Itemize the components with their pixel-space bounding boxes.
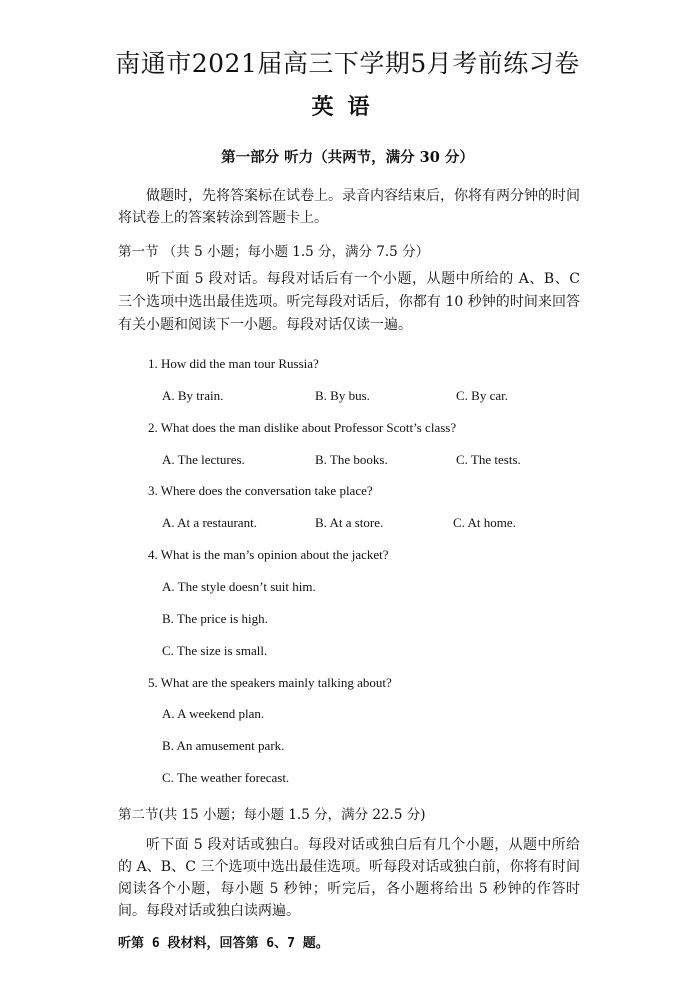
question-4-option-c: C. The size is small. [162,643,268,658]
section2-instruction: 听下面 5 段对话或独白。每段对话或独白后有几个小题，从题中所给的 A、B、C 三个选项中选出最佳选项。听每段对话或独白前，你将有时间阅读各个小题，每小题 5 秒钟；听完后，各小题将给出 5 秒钟的作答时间。每段对话或独白读两遍。 [118,837,580,919]
material-6-note: 听第 6 段材料，回答第 6、7 题。 [118,936,329,951]
question-4: 4. What is the man’s opinion about the jacket? [148,547,389,562]
question-3-option-a: A. At a restaurant. [162,515,257,530]
question-2-option-c: C. The tests. [456,452,521,467]
part1-intro: 做题时，先将答案标在试卷上。录音内容结束后，你将有两分钟的时间将试卷上的答案转涂到答题卡上。 [118,188,580,226]
question-4-option-b: B. The price is high. [162,611,268,626]
question-3: 3. Where does the conversation take place? [148,483,373,498]
section1-instruction: 听下面 5 段对话。每段对话后有一个小题，从题中所给的 A、B、C 三个选项中选出最佳选项。听完每段对话后，你都有 10 秒钟的时间来回答有关小题和阅读下一小题。每段对话仅读一遍。 [118,271,580,333]
question-5: 5. What are the speakers mainly talking about? [148,675,392,690]
question-1-option-b: B. By bus. [315,388,370,403]
question-2-option-b: B. The books. [315,452,388,467]
question-1: 1. How did the man tour Russia? [148,356,319,371]
question-2: 2. What does the man dislike about Professor Scott’s class? [148,420,457,435]
question-3-option-c: C. At home. [453,515,516,530]
question-3-option-b: B. At a store. [315,515,384,530]
question-5-option-b: B. An amusement park. [162,738,285,753]
subject-title: 英语 [311,94,384,120]
section2-heading: 第二节(共 15 小题；每小题 1.5 分，满分 22.5 分) [118,807,426,823]
part1-heading: 第一部分 听力（共两节，满分 30 分） [221,149,474,166]
question-1-option-c: C. By car. [456,388,508,403]
section1-heading: 第一节 （共 5 小题；每小题 1.5 分，满分 7.5 分） [118,244,430,260]
question-5-option-a: A. A weekend plan. [162,706,265,721]
question-2-option-a: A. The lectures. [162,452,245,467]
question-4-option-a: A. The style doesn’t suit him. [162,579,316,594]
question-1-option-a: A. By train. [162,388,224,403]
question-5-option-c: C. The weather forecast. [162,770,290,785]
exam-title: 南通市2021届高三下学期5月考前练习卷 [115,49,580,78]
